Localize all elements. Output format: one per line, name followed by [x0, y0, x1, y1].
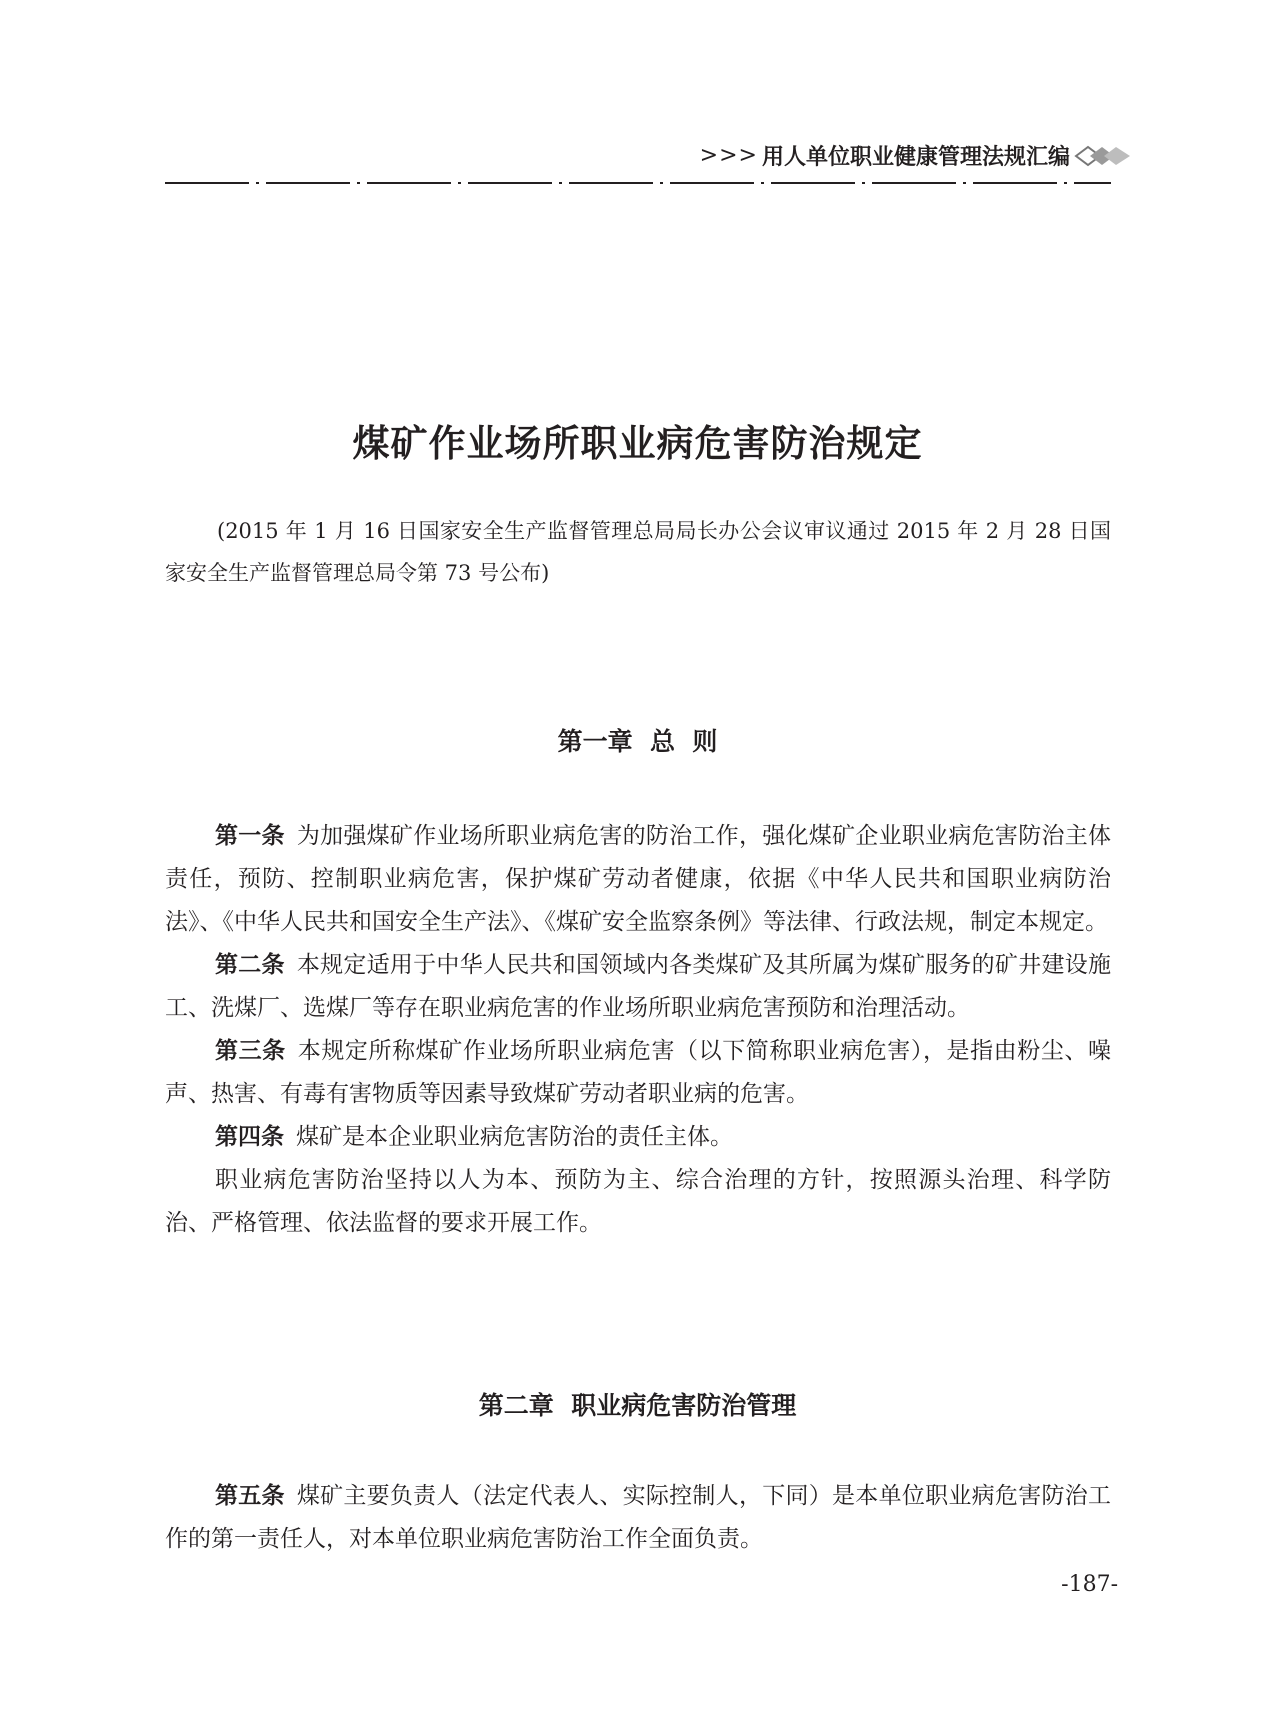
article-text: 本规定适用于中华人民共和国领域内各类煤矿及其所属为煤矿服务的矿井建设施工、洗煤厂、选煤厂等存在职业病危害的作业场所职业病危害预防和治理活动。: [165, 952, 1112, 1021]
chapter-heading: 第一章 总 则: [557, 727, 718, 756]
chapter-heading: 第二章 职业病危害防治管理: [478, 1391, 797, 1420]
article-paragraph: [165, 1159, 1111, 1245]
article-paragraph: [165, 1116, 1111, 1159]
article-paragraph: [165, 815, 1111, 944]
chapter2-body: [165, 1475, 1111, 1561]
chapter1-body: [165, 815, 1111, 1245]
header-title: 用人单位职业健康管理法规汇编: [761, 145, 1070, 170]
article-paragraph: [165, 1030, 1111, 1116]
article-number: 第五条: [215, 1483, 285, 1509]
article-number: 第一条: [215, 823, 285, 849]
article-text: 本规定所称煤矿作业场所职业病危害（以下简称职业病危害），是指由粉尘、噪声、热害、有毒有害物质等因素导致煤矿劳动者职业病的危害。: [165, 1038, 1112, 1107]
header-arrows: >>>: [699, 143, 758, 168]
article-paragraph: [165, 1475, 1111, 1561]
diamond-ornament-icon: [1074, 145, 1132, 167]
running-header: [700, 140, 1132, 171]
article-text: 煤矿是本企业职业病危害防治的责任主体。: [296, 1124, 733, 1150]
article-text: 煤矿主要负责人（法定代表人、实际控制人，下同）是本单位职业病危害防治工作的第一责任人，对本单位职业病危害防治工作全面负责。: [165, 1483, 1112, 1552]
article-number: 第二条: [215, 952, 285, 978]
header-dash-dot-rule: [165, 182, 1111, 184]
adoption-note: (2015 年 1 月 16 日国家安全生产监督管理总局局长办公会议审议通过 2015 年 2 月 28 日国家安全生产监督管理总局令第 73 号公布): [165, 519, 1111, 585]
page-number: -187-: [1061, 1572, 1118, 1597]
article-paragraph: [165, 944, 1111, 1030]
article-text: 为加强煤矿作业场所职业病危害的防治工作，强化煤矿企业职业病危害防治主体责任，预防、控制职业病危害，保护煤矿劳动者健康，依据《中华人民共和国职业病防治法》、《中华人民共和国安全生产法》、《煤矿安全监察条例》等法律、行政法规，制定本规定。: [165, 823, 1112, 935]
article-number: 第四条: [215, 1124, 284, 1150]
document-title: 煤矿作业场所职业病危害防治规定: [352, 422, 923, 465]
article-text: 职业病危害防治坚持以人为本、预防为主、综合治理的方针，按照源头治理、科学防治、严格管理、依法监督的要求开展工作。: [165, 1167, 1111, 1236]
article-number: 第三条: [215, 1038, 286, 1064]
